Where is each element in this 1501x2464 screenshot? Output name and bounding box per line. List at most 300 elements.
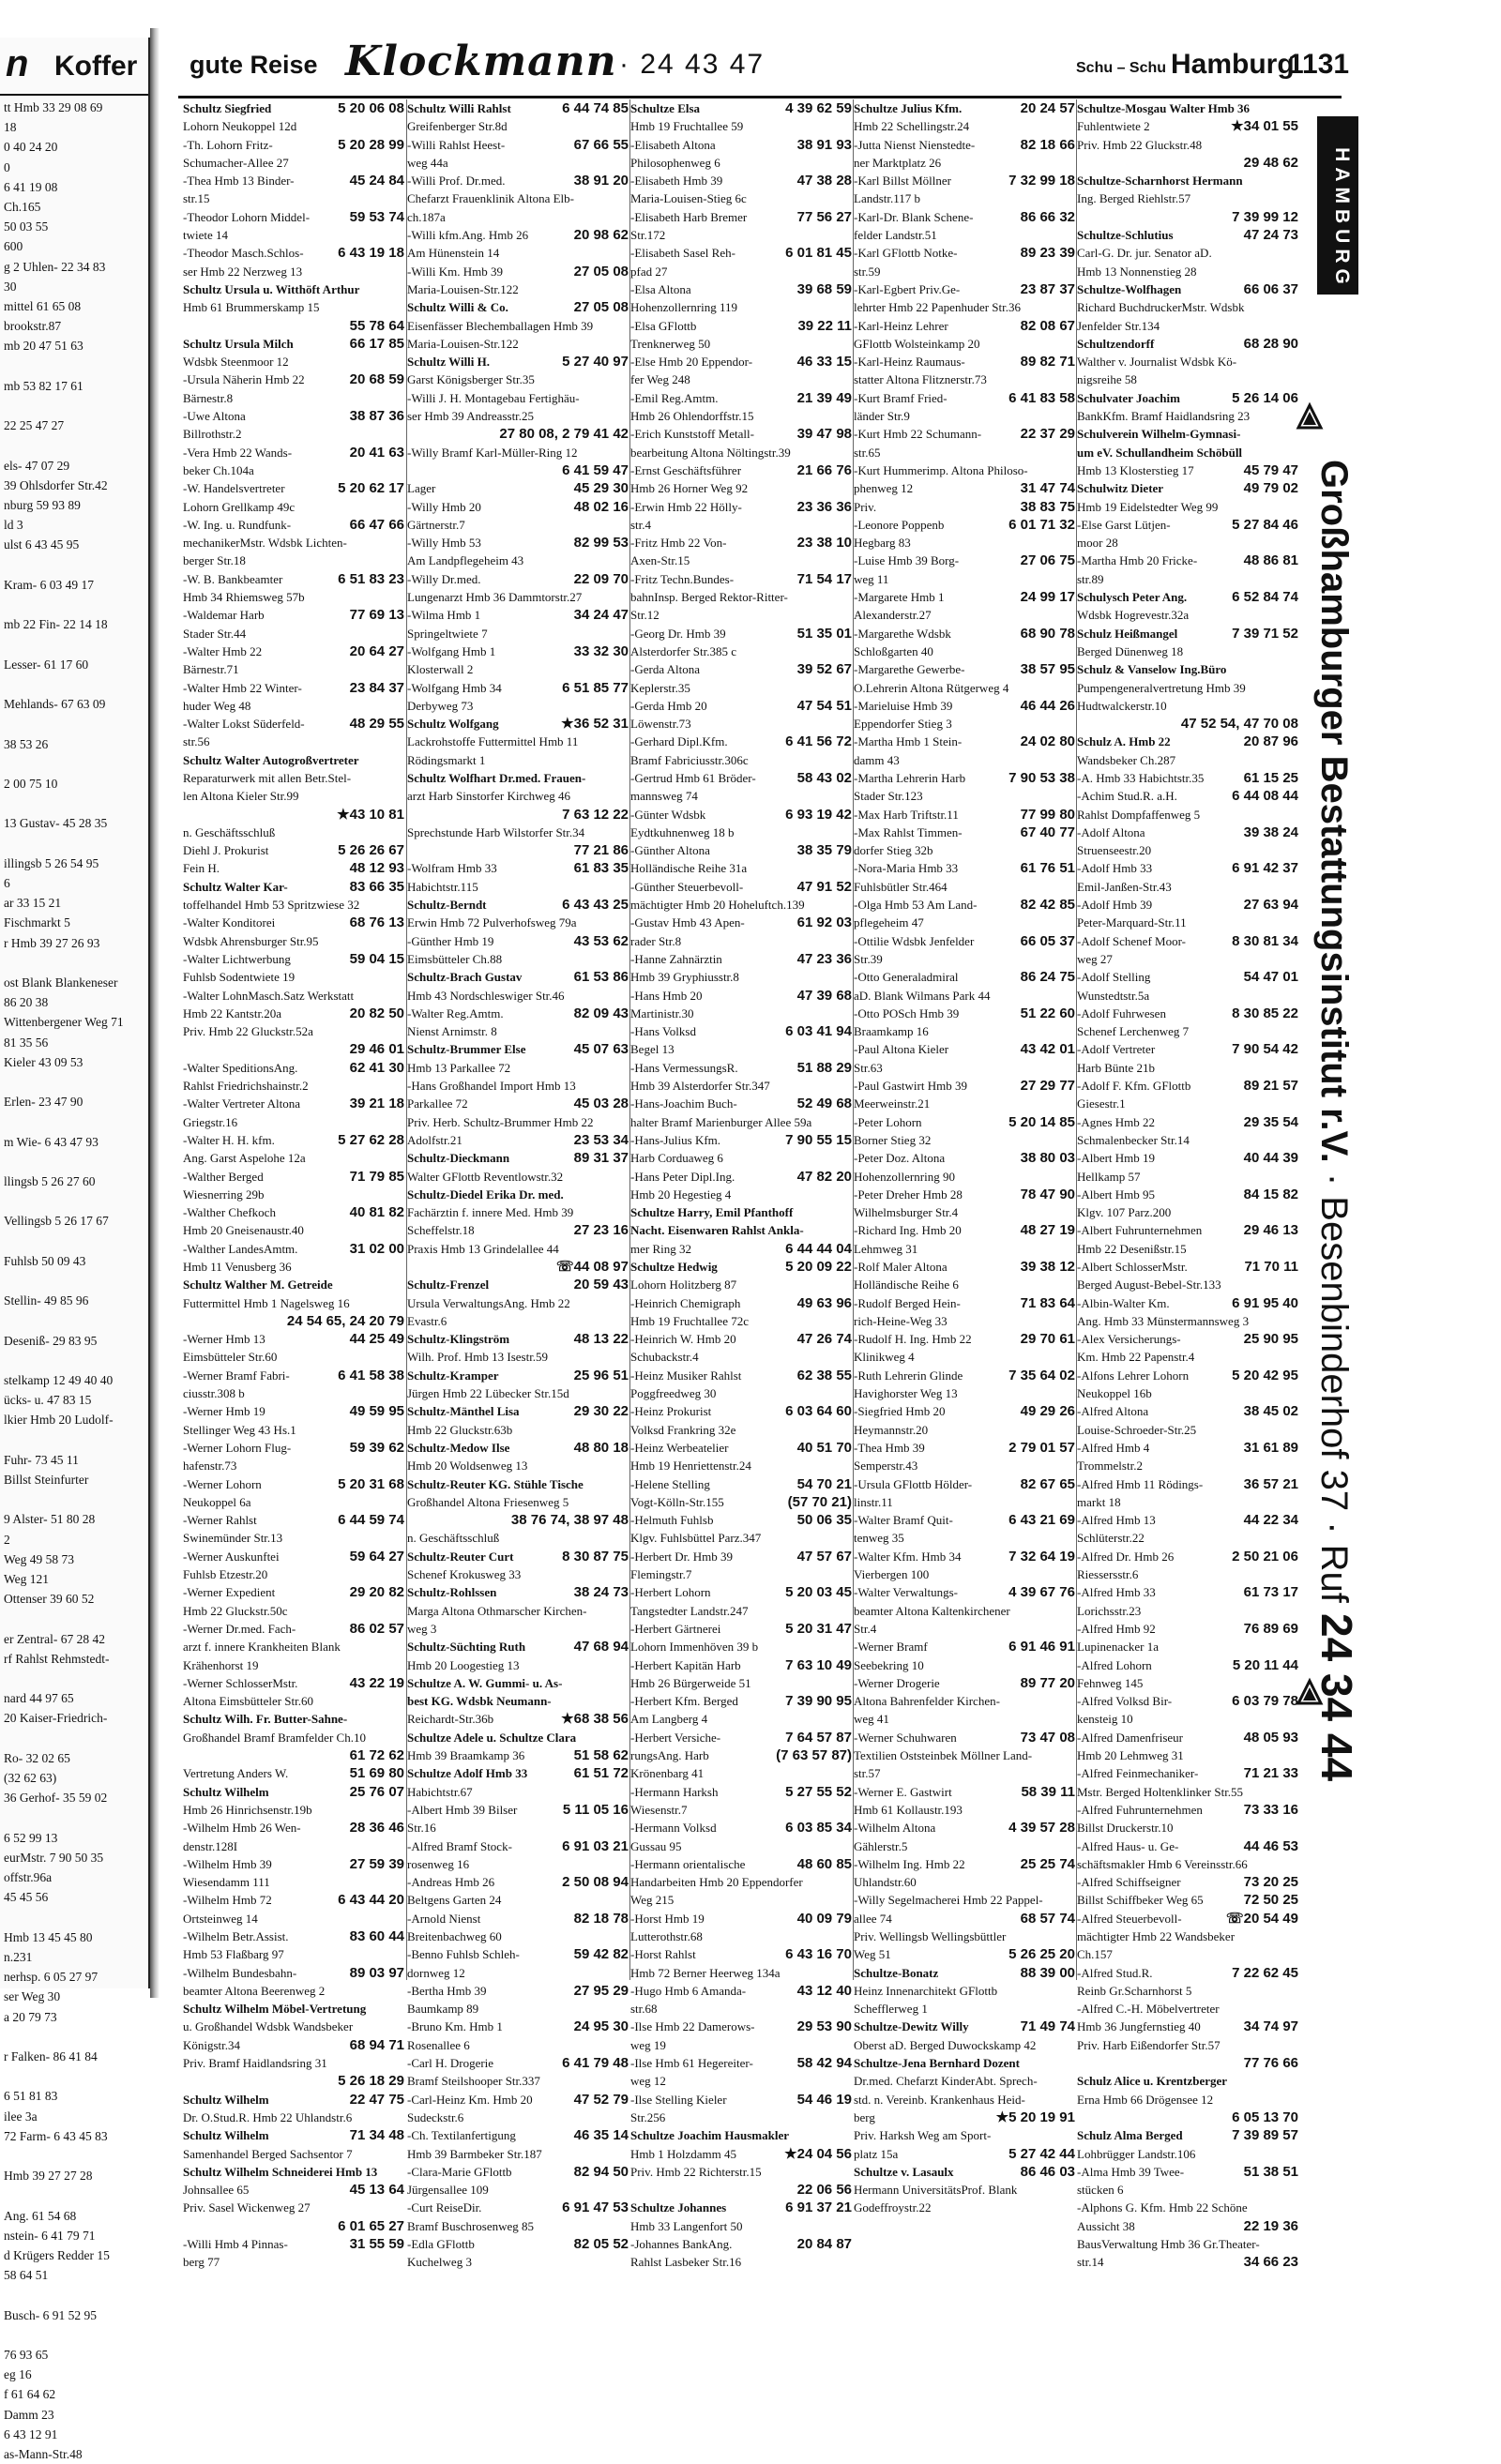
entry-name: -Willi Prof. Dr.med.: [407, 174, 506, 189]
directory-entry: [630, 2018, 852, 2035]
entry-phone: 44 25 49: [349, 1331, 404, 1348]
directory-entry: [1077, 208, 1298, 226]
directory-entry: [854, 1964, 1075, 1982]
left-page-line: [4, 1310, 144, 1330]
entry-name: lehrter Hmb 22 Papenhuder Str.36: [854, 300, 1021, 315]
directory-entry: [183, 1855, 404, 1873]
entry-name: Sudeckstr.6: [407, 2109, 464, 2124]
entry-name: [183, 2072, 334, 2090]
entry-name: -Olga Hmb 53 Am Land-: [854, 898, 978, 913]
directory-entry: [407, 1493, 629, 1511]
directory-entry: [854, 1077, 1075, 1095]
directory-entry: [183, 625, 404, 642]
left-page-line: [4, 1152, 144, 1172]
entry-phone: 22 09 70: [573, 570, 629, 587]
entry-name: -Bruno Km. Hmb 1: [407, 2019, 503, 2034]
directory-entry: [630, 534, 852, 552]
entry-name: beker Ch.104a: [183, 462, 254, 477]
directory-entry: [1077, 552, 1298, 569]
directory-entry: [183, 1059, 404, 1077]
directory-entry: [1077, 2018, 1298, 2035]
directory-entry: [630, 2199, 852, 2216]
left-page-line: 36 Gerhof- 35 59 02: [4, 1791, 108, 1806]
directory-entry: [183, 534, 404, 552]
directory-entry: [183, 1384, 404, 1402]
directory-entry: [407, 1312, 629, 1330]
directory-entry: [854, 914, 1075, 931]
left-page-line: r Hmb 39 27 26 93: [4, 935, 100, 950]
entry-name: hafenstr.73: [183, 1459, 237, 1474]
entry-name: -Elisabeth Sasel Reh-: [630, 246, 735, 261]
directory-entry: [854, 99, 1075, 117]
entry-name: Erna Hmb 66 Drögensee 12: [1077, 2092, 1214, 2107]
entry-phone: 51 58 62: [573, 1747, 629, 1764]
directory-entry: [407, 1548, 629, 1565]
listing-column-5: [1076, 99, 1298, 2271]
left-page-line: [4, 356, 144, 376]
left-page-line: Ottenser 39 60 52: [4, 1592, 95, 1607]
entry-name: -Adolf Hmb 39: [1077, 898, 1153, 913]
entry-name: -Else Garst Lütjen-: [1077, 517, 1171, 532]
directory-entry: [183, 1764, 404, 1782]
directory-entry: [1077, 1638, 1298, 1655]
left-page-line: tt Hmb 33 29 08 69: [4, 100, 103, 114]
directory-entry: [1077, 1674, 1298, 1692]
directory-entry: [407, 1982, 629, 2000]
entry-name: -Alfred C.-H. Möbelvertreter: [1077, 2002, 1220, 2017]
entry-phone: 82 08 67: [1020, 317, 1075, 334]
left-page-line: [4, 2027, 144, 2047]
directory-entry: [407, 498, 629, 516]
entry-name: -Margarete Hmb 1: [854, 590, 945, 605]
entry-phone: 5 20 11 44: [1232, 1656, 1298, 1673]
left-page-line: 45 45 56: [4, 1890, 49, 1905]
directory-entry: [1077, 914, 1298, 931]
entry-name: -Carl-Heinz Km. Hmb 20: [407, 2092, 533, 2107]
entry-name: Str.12: [630, 608, 660, 623]
directory-entry: [1077, 534, 1298, 552]
entry-name: -Albin-Walter Km.: [1077, 1295, 1170, 1310]
entry-name: -Elisabeth Altona: [630, 137, 716, 152]
directory-entry: [854, 1186, 1075, 1203]
entry-name: Fuhlsb Sodentwiete 19: [183, 970, 296, 985]
entry-name: um eV. Schullandheim Schöbüll: [1077, 445, 1243, 460]
entry-phone: 68 94 71: [349, 2036, 404, 2053]
directory-entry: [1077, 244, 1298, 262]
entry-phone: 7 22 62 45: [1232, 1964, 1298, 1981]
entry-phone: 77 69 13: [349, 607, 404, 624]
entry-name: Harb Corduaweg 6: [630, 1151, 723, 1166]
directory-entry: [630, 841, 852, 859]
directory-entry: [854, 389, 1075, 407]
directory-entry: [854, 733, 1075, 750]
entry-name: -Martha Hmb 20 Fricke-: [1077, 553, 1198, 568]
entry-name: -Karl-Heinz Lehrer: [854, 318, 948, 333]
directory-entry: [183, 244, 404, 262]
entry-phone: 58 43 02: [796, 769, 852, 786]
entry-phone: 54 47 01: [1243, 969, 1298, 986]
directory-entry: [183, 806, 404, 824]
entry-phone: 82 42 85: [1020, 897, 1075, 914]
entry-name: Schultz Willi Rahlst: [407, 101, 511, 115]
directory-entry: [407, 1855, 629, 1873]
directory-entry: [407, 806, 629, 824]
directory-entry: [630, 679, 852, 697]
entry-name: Schultz-Brummer Else: [407, 1042, 526, 1057]
left-page-line: Kieler 43 09 53: [4, 1054, 83, 1069]
directory-entry: [183, 841, 404, 859]
entry-name: Jenfelder Str.134: [1077, 318, 1160, 333]
entry-name: Schultze Joachim Hausmakler: [630, 2128, 789, 2143]
directory-entry: [630, 606, 852, 624]
left-page-line: Damm 23: [4, 2407, 54, 2422]
directory-entry: [183, 2181, 404, 2199]
entry-name: Schultz Wilhelm Schneiderei Hmb 13: [183, 2164, 378, 2179]
directory-entry: [407, 1240, 629, 1258]
entry-name: [407, 1258, 553, 1276]
directory-entry: [630, 1964, 852, 1982]
directory-entry: [183, 263, 404, 280]
directory-entry: [854, 1511, 1075, 1529]
directory-entry: [407, 1276, 629, 1293]
entry-name: -Herbert Versiche-: [630, 1730, 721, 1745]
entry-phone: 6 01 71 32: [1008, 516, 1075, 533]
entry-name: -Ursula GFlottb Hölder-: [854, 1476, 973, 1491]
funeral-advertisement: [1311, 460, 1362, 1820]
entry-name: u. Großhandel Wdsbk Wandsbeker: [183, 2019, 354, 2034]
entry-phone: 38 24 73: [573, 1584, 629, 1601]
entry-name: Wdsbk Steenmoor 12: [183, 355, 289, 370]
entry-name: Schultz Siegfried: [183, 101, 272, 115]
entry-name: -Alfred Feinmechaniker-: [1077, 1766, 1199, 1781]
directory-entry: [854, 2181, 1075, 2199]
entry-name: Jürgen Hmb 22 Lübecker Str.15d: [407, 1386, 569, 1401]
directory-entry: [407, 425, 629, 443]
directory-entry: [1077, 370, 1298, 388]
entry-phone: 66 17 85: [349, 335, 404, 352]
entry-name: Adolfstr.21: [407, 1132, 462, 1147]
entry-name: Lehmweg 31: [854, 1241, 918, 1256]
directory-entry: [183, 1312, 404, 1330]
directory-entry: [407, 1457, 629, 1474]
directory-entry: [183, 1276, 404, 1293]
entry-name: Krönenbarg 41: [630, 1766, 705, 1781]
directory-entry: [1077, 2126, 1298, 2144]
entry-name: -Walter Lichtwerbung: [183, 951, 291, 966]
directory-entry: [407, 1186, 629, 1203]
entry-name: felder Landstr.51: [854, 228, 937, 243]
entry-name: best KG. Wdsbk Neumann-: [407, 1694, 552, 1709]
entry-phone: ★5 20 19 91: [995, 2109, 1075, 2125]
left-page-line: ost Blank Blankeneser: [4, 975, 118, 990]
entry-name: -Horst Hmb 19: [630, 1911, 705, 1926]
entry-phone: 2 79 01 57: [1008, 1439, 1075, 1456]
directory-entry: [407, 2181, 629, 2199]
entry-name: Wiesendamm 111: [183, 1875, 270, 1890]
entry-name: -Adolf Schenef Moor-: [1077, 933, 1186, 948]
directory-entry: [630, 1783, 852, 1801]
directory-entry: [183, 189, 404, 207]
directory-entry: [854, 335, 1075, 353]
entry-name: -Heinz Musiker Rahlst: [630, 1368, 742, 1383]
entry-name: -Vera Hmb 22 Wands-: [183, 445, 293, 460]
entry-name: bahnInsp. Berged Rektor-Ritter-: [630, 590, 788, 605]
entry-phone: 34 66 23: [1243, 2254, 1298, 2271]
entry-phone: 20 41 63: [349, 444, 404, 461]
entry-name: pfad 27: [630, 264, 668, 279]
entry-name: Schulverein Wilhelm-Gymnasi-: [1077, 427, 1241, 442]
directory-entry: [407, 1113, 629, 1131]
directory-entry: [407, 226, 629, 244]
entry-name: Trenknerweg 50: [630, 336, 711, 351]
entry-name: -Luise Hmb 39 Borg-: [854, 553, 960, 568]
entry-name: -Willy Dr.med.: [407, 571, 481, 586]
directory-entry: [1077, 1746, 1298, 1764]
entry-name: Schubackstr.4: [630, 1350, 699, 1365]
directory-entry: [1077, 444, 1298, 461]
directory-entry: [854, 1891, 1075, 1909]
directory-entry: [183, 1402, 404, 1420]
entry-phone: 68 76 13: [349, 915, 404, 931]
directory-entry: [630, 117, 852, 135]
directory-entry: [1077, 226, 1298, 244]
entry-name: -Heinz Werbeatelier: [630, 1440, 729, 1455]
entry-name: Holländische Reihe 31a: [630, 861, 748, 876]
entry-phone: 48 80 18: [573, 1439, 629, 1456]
directory-entry: [183, 407, 404, 425]
left-page-line: [4, 1351, 144, 1370]
entry-phone: 6 44 44 04: [785, 1240, 852, 1257]
entry-phone: 31 47 74: [1020, 480, 1075, 497]
left-page-line: [4, 1609, 144, 1628]
entry-name: halter Bramf Marienburger Allee 59a: [630, 1114, 812, 1129]
directory-entry: [854, 2199, 1075, 2216]
entry-name: -Ernst Geschäftsführer: [630, 462, 742, 477]
entry-phone: 6 03 79 78: [1232, 1693, 1298, 1710]
entry-name: -W. Handelsvertreter: [183, 481, 285, 496]
directory-entry: [854, 1149, 1075, 1167]
entry-name: schäftsmakler Hmb 6 Vereinsstr.66: [1077, 1856, 1248, 1871]
directory-entry: [183, 2163, 404, 2181]
entry-phone: 66 05 37: [1020, 932, 1075, 949]
left-page-line: Ang. 61 54 68: [4, 2208, 77, 2223]
left-page-line: 13 Gustav- 45 28 35: [4, 816, 108, 831]
directory-entry: [1077, 154, 1298, 172]
directory-entry: [183, 1221, 404, 1239]
entry-name: Berged August-Bebel-Str.133: [1077, 1277, 1221, 1292]
left-page-line: llingsb 5 26 27 60: [4, 1173, 96, 1188]
entry-name: -Willi kfm.Ang. Hmb 26: [407, 228, 529, 243]
entry-name: -Gustav Hmb 43 Apen-: [630, 915, 745, 930]
directory-entry: [1077, 950, 1298, 968]
left-page-line: lkier Hmb 20 Ludolf-: [4, 1413, 114, 1428]
directory-entry: [854, 172, 1075, 189]
directory-entry: [1077, 1168, 1298, 1186]
directory-entry: [630, 1131, 852, 1149]
entry-name: -Fritz Hmb 22 Von-: [630, 536, 727, 551]
entry-name: Landstr.117 b: [854, 191, 921, 206]
left-page-line: Erlen- 23 47 90: [4, 1095, 83, 1110]
entry-name: Schultz Ursula u. Witthöft Arthur: [183, 281, 360, 296]
entry-name: Schultz Wilh. Fr. Butter-Sahne-: [183, 1712, 348, 1727]
left-page-line: mb 53 82 17 61: [4, 378, 83, 393]
directory-entry: [854, 1005, 1075, 1022]
entry-name: -Margarethe Wdsbk: [854, 626, 951, 641]
directory-entry: [630, 1565, 852, 1583]
directory-entry: [407, 2163, 629, 2181]
entry-name: Schulz Alma Berged: [1077, 2128, 1183, 2143]
entry-name: Str.256: [630, 2109, 666, 2124]
directory-entry: [630, 425, 852, 443]
directory-entry: [183, 914, 404, 931]
entry-name: Fuhlsbütler Str.464: [854, 879, 948, 894]
entry-name: Altona Bahrenfelder Kirchen-: [854, 1694, 1000, 1709]
directory-entry: [183, 1186, 404, 1203]
entry-phone: 47 52 79: [573, 2091, 629, 2108]
entry-name: Hmb 61 Brummerskamp 15: [183, 300, 320, 315]
directory-entry: [1077, 697, 1298, 715]
directory-entry: [407, 298, 629, 316]
entry-name: Schlüterstr.22: [1077, 1531, 1145, 1546]
entry-name: -Hans Volksd: [630, 1024, 696, 1039]
entry-name: -W. Ing. u. Rundfunk-: [183, 517, 292, 532]
directory-entry: [407, 751, 629, 769]
directory-entry: [183, 1801, 404, 1819]
entry-phone: 38 80 03: [1020, 1150, 1075, 1167]
directory-entry: [183, 1819, 404, 1837]
entry-phone: 20 24 57: [1020, 100, 1075, 116]
entry-phone: 77 76 66: [1243, 2055, 1298, 2072]
directory-entry: [854, 1602, 1075, 1620]
entry-phone: 73 20 25: [1243, 1874, 1298, 1891]
left-page-line: [4, 1232, 144, 1251]
entry-name: -Herbert Lohorn: [630, 1585, 711, 1600]
directory-entry: [183, 2217, 404, 2235]
header-city: Hamburg: [1171, 49, 1295, 80]
entry-name: Uhlandstr.60: [854, 1875, 917, 1890]
directory-entry: [183, 2109, 404, 2126]
directory-entry: [183, 1077, 404, 1095]
entry-name: Lohorn Holitzberg 87: [630, 1277, 737, 1292]
left-page-line: [4, 674, 144, 694]
entry-name: -Elisabeth Hmb 39: [630, 174, 723, 189]
entry-name: Schultz-Berndt: [407, 898, 487, 913]
directory-entry: [1077, 751, 1298, 769]
entry-name: nigsreihe 58: [1077, 372, 1137, 387]
entry-phone: 50 06 35: [796, 1512, 852, 1529]
directory-entry: [183, 769, 404, 787]
entry-name: -Walter Lokst Süderfeld-: [183, 717, 305, 732]
entry-name: -Alfred Lohorn: [1077, 1657, 1152, 1672]
entry-name: rungsAng. Harb: [630, 1748, 709, 1763]
directory-entry: [407, 1131, 629, 1149]
entry-name: Evastr.6: [407, 1313, 447, 1328]
directory-entry: [854, 552, 1075, 569]
directory-entry: [183, 1873, 404, 1891]
directory-entry: [854, 226, 1075, 244]
entry-name: -Gerda Altona: [630, 662, 701, 677]
entry-name: -Rudolf H. Ing. Hmb 22: [854, 1332, 972, 1347]
entry-name: Beltgens Garten 24: [407, 1893, 502, 1908]
entry-name: [1077, 2054, 1240, 2072]
left-page-line: a 20 79 73: [4, 2009, 57, 2024]
entry-phone: 2 50 21 06: [1232, 1548, 1298, 1565]
entry-name: -Waldemar Harb: [183, 608, 265, 623]
entry-name: Billrothstr.2: [183, 427, 242, 442]
entry-name: -Walter SpeditionsAng.: [183, 1060, 298, 1075]
directory-entry: [407, 1692, 629, 1710]
directory-entry: [407, 1402, 629, 1420]
entry-phone: 23 53 34: [573, 1131, 629, 1148]
directory-entry: [1077, 1294, 1298, 1312]
entry-name: kensteig 10: [1077, 1712, 1133, 1727]
entry-phone: 27 05 08: [573, 299, 629, 316]
entry-name: Schultz Walter Autogroßvertreter: [183, 752, 359, 767]
entry-name: -Adolf F. Kfm. GFlottb: [1077, 1079, 1191, 1094]
entry-phone: 2 50 08 94: [562, 1874, 629, 1891]
directory-entry: [854, 859, 1075, 877]
directory-entry: [854, 461, 1075, 479]
left-page-line: [4, 714, 144, 733]
entry-name: Priv. Hmb 22 Richterstr.15: [630, 2164, 762, 2179]
directory-entry: [854, 950, 1075, 968]
entry-phone: 38 35 79: [796, 842, 852, 859]
entry-name: -Hanne Zahnärztin: [630, 951, 722, 966]
directory-entry: [407, 2091, 629, 2109]
entry-name: -Hermann Harksh: [630, 1784, 719, 1799]
entry-name: Am Hünenstein 14: [407, 246, 500, 261]
entry-name: Schenef Lerchenweg 7: [1077, 1024, 1190, 1039]
entry-phone: 6 51 83 23: [338, 570, 404, 587]
entry-name: str.14: [1077, 2255, 1104, 2270]
entry-name: Ing. Berged Riehlstr.57: [1077, 191, 1191, 206]
entry-name: -Otto POSch Hmb 39: [854, 1005, 960, 1020]
entry-name: Hermann UniversitätsProf. Blank: [854, 2183, 1018, 2198]
left-header-glyph: n: [6, 43, 29, 84]
directory-entry: [1077, 1529, 1298, 1547]
directory-entry: [630, 353, 852, 370]
entry-phone: 82 09 43: [573, 1005, 629, 1021]
entry-phone: 40 44 39: [1243, 1150, 1298, 1167]
entry-name: str.89: [1077, 571, 1104, 586]
left-page-line: 81 35 56: [4, 1035, 49, 1050]
entry-name: Fuhlentwiete 2: [1077, 119, 1150, 134]
left-page-line: stelkamp 12 49 40 40: [4, 1373, 114, 1387]
entry-name: arzt f. innere Krankheiten Blank: [183, 1640, 341, 1655]
directory-entry: [183, 2036, 404, 2054]
directory-entry: [1077, 1801, 1298, 1819]
entry-name: Hmb 19 Eidelstedter Weg 99: [1077, 499, 1219, 514]
directory-entry: [407, 733, 629, 750]
entry-name: Schultz Wolfhart Dr.med. Frauen-: [407, 770, 586, 785]
left-page-line: [4, 2146, 144, 2166]
directory-entry: [1077, 1059, 1298, 1077]
entry-phone: 52 49 68: [796, 1096, 852, 1112]
directory-entry: [1077, 1764, 1298, 1782]
entry-name: -Herbert Gärtnerei: [630, 1621, 721, 1636]
entry-name: Wiesenstr.7: [630, 1802, 688, 1817]
directory-entry: [183, 642, 404, 660]
directory-entry: [854, 1910, 1075, 1927]
left-page-line: Billst Steinfurter: [4, 1473, 89, 1488]
entry-name: -Erwin Hmb 22 Hölly-: [630, 499, 742, 514]
entry-name: ser Hmb 22 Nerzweg 13: [183, 264, 303, 279]
entry-name: -Alma Hmb 39 Twee-: [1077, 2164, 1185, 2179]
entry-name: Schultz Wilhelm: [183, 1784, 269, 1799]
entry-phone: 62 41 30: [349, 1059, 404, 1076]
left-page-line: [4, 2185, 144, 2205]
entry-phone: ★36 52 31: [561, 716, 629, 733]
